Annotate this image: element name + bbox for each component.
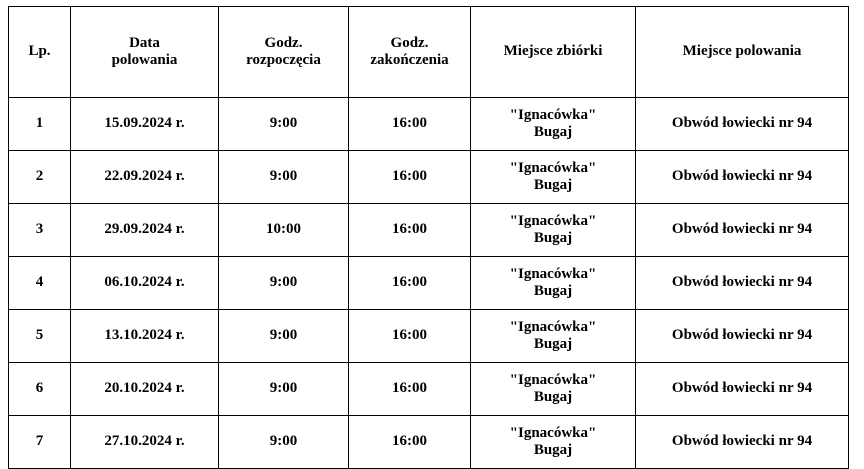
table-header-row bbox=[9, 7, 849, 98]
cell-date: 20.10.2024 r. bbox=[71, 363, 219, 416]
cell-end-time: 16:00 bbox=[349, 98, 471, 151]
cell-meeting-place-line2: Bugaj bbox=[533, 336, 573, 352]
cell-date: 13.10.2024 r. bbox=[71, 310, 219, 363]
cell-lp: 3 bbox=[9, 204, 71, 257]
cell-hunting-place: Obwód łowiecki nr 94 bbox=[636, 363, 849, 416]
column-header-end-time-line1: Godz. bbox=[390, 34, 429, 51]
column-header-meeting-place-line1: Miejsce zbiórki bbox=[503, 43, 603, 60]
cell-meeting-place-line1: "Ignacówka" bbox=[509, 212, 597, 229]
cell-start-time: 10:00 bbox=[219, 204, 349, 257]
cell-meeting-place-line1: "Ignacówka" bbox=[509, 159, 597, 176]
cell-lp: 7 bbox=[9, 416, 71, 469]
cell-meeting-place bbox=[471, 204, 636, 257]
cell-meeting-place-line2: Bugaj bbox=[533, 124, 573, 140]
cell-end-time: 16:00 bbox=[349, 204, 471, 257]
cell-meeting-place-line2: Bugaj bbox=[533, 389, 573, 405]
column-header-date-line2: polowania bbox=[111, 52, 178, 68]
cell-hunting-place: Obwód łowiecki nr 94 bbox=[636, 416, 849, 469]
table-row bbox=[9, 257, 849, 310]
cell-meeting-place bbox=[471, 310, 636, 363]
cell-date: 06.10.2024 r. bbox=[71, 257, 219, 310]
cell-end-time: 16:00 bbox=[349, 363, 471, 416]
cell-meeting-place-line1: "Ignacówka" bbox=[509, 371, 597, 388]
cell-hunting-place: Obwód łowiecki nr 94 bbox=[636, 204, 849, 257]
cell-lp: 6 bbox=[9, 363, 71, 416]
column-header-end-time bbox=[349, 7, 471, 98]
table-row bbox=[9, 151, 849, 204]
column-header-lp bbox=[9, 7, 71, 98]
column-header-hunting-place bbox=[636, 7, 849, 98]
cell-meeting-place-line2: Bugaj bbox=[533, 230, 573, 246]
cell-start-time: 9:00 bbox=[219, 257, 349, 310]
cell-meeting-place bbox=[471, 363, 636, 416]
column-header-lp-line1: Lp. bbox=[28, 43, 51, 60]
column-header-end-time-line2: zakończenia bbox=[370, 52, 449, 68]
cell-start-time: 9:00 bbox=[219, 151, 349, 204]
cell-date: 22.09.2024 r. bbox=[71, 151, 219, 204]
column-header-date bbox=[71, 7, 219, 98]
cell-start-time: 9:00 bbox=[219, 310, 349, 363]
column-header-start-time-line2: rozpoczęcia bbox=[246, 52, 321, 68]
cell-meeting-place-line2: Bugaj bbox=[533, 442, 573, 458]
cell-meeting-place-line1: "Ignacówka" bbox=[509, 265, 597, 282]
cell-hunting-place: Obwód łowiecki nr 94 bbox=[636, 310, 849, 363]
cell-meeting-place-line1: "Ignacówka" bbox=[509, 424, 597, 441]
table-row bbox=[9, 310, 849, 363]
table-body bbox=[9, 98, 849, 469]
cell-meeting-place bbox=[471, 257, 636, 310]
cell-meeting-place bbox=[471, 98, 636, 151]
column-header-start-time bbox=[219, 7, 349, 98]
cell-date: 15.09.2024 r. bbox=[71, 98, 219, 151]
column-header-date-line1: Data bbox=[129, 34, 160, 51]
cell-end-time: 16:00 bbox=[349, 257, 471, 310]
cell-hunting-place: Obwód łowiecki nr 94 bbox=[636, 98, 849, 151]
table-row bbox=[9, 98, 849, 151]
cell-meeting-place bbox=[471, 416, 636, 469]
cell-hunting-place: Obwód łowiecki nr 94 bbox=[636, 257, 849, 310]
cell-end-time: 16:00 bbox=[349, 416, 471, 469]
cell-lp: 1 bbox=[9, 98, 71, 151]
cell-meeting-place-line1: "Ignacówka" bbox=[509, 318, 597, 335]
cell-lp: 2 bbox=[9, 151, 71, 204]
table-header bbox=[9, 7, 849, 98]
cell-start-time: 9:00 bbox=[219, 363, 349, 416]
cell-meeting-place bbox=[471, 151, 636, 204]
cell-end-time: 16:00 bbox=[349, 151, 471, 204]
cell-lp: 5 bbox=[9, 310, 71, 363]
cell-hunting-place: Obwód łowiecki nr 94 bbox=[636, 151, 849, 204]
table-row bbox=[9, 204, 849, 257]
cell-start-time: 9:00 bbox=[219, 98, 349, 151]
cell-lp: 4 bbox=[9, 257, 71, 310]
column-header-meeting-place bbox=[471, 7, 636, 98]
column-header-start-time-line1: Godz. bbox=[264, 34, 303, 51]
table-row bbox=[9, 416, 849, 469]
cell-start-time: 9:00 bbox=[219, 416, 349, 469]
cell-meeting-place-line2: Bugaj bbox=[533, 177, 573, 193]
column-header-hunting-place-line1: Miejsce polowania bbox=[682, 43, 802, 60]
table-row bbox=[9, 363, 849, 416]
cell-end-time: 16:00 bbox=[349, 310, 471, 363]
cell-date: 27.10.2024 r. bbox=[71, 416, 219, 469]
cell-date: 29.09.2024 r. bbox=[71, 204, 219, 257]
cell-meeting-place-line1: "Ignacówka" bbox=[509, 106, 597, 123]
hunting-schedule-table bbox=[8, 6, 849, 469]
cell-meeting-place-line2: Bugaj bbox=[533, 283, 573, 299]
